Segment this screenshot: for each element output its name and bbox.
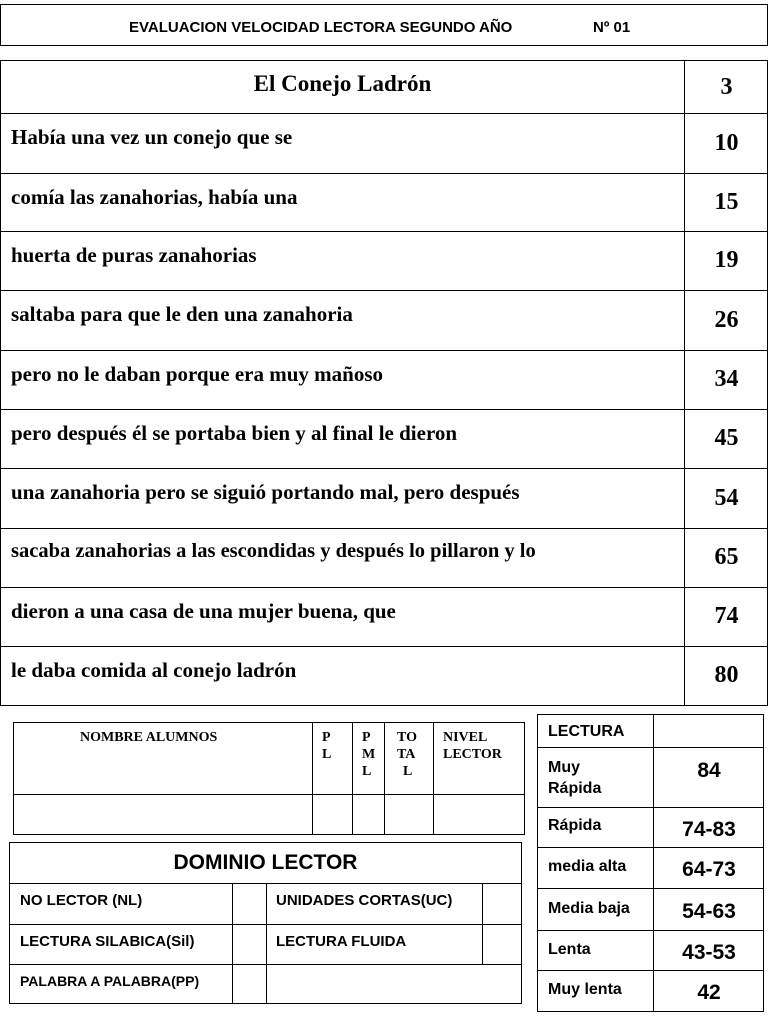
word-count: 3 — [684, 61, 768, 113]
header-syllable: TO — [397, 730, 417, 745]
level-fluida: LECTURA FLUIDA — [276, 933, 407, 950]
passage-line-text: huerta de puras zanahorias — [11, 243, 257, 267]
passage-line — [1, 173, 767, 232]
passage-line — [1, 587, 767, 647]
word-count: 45 — [684, 409, 768, 468]
speed-label-line: Rápida — [548, 780, 602, 797]
word-count: 10 — [684, 113, 768, 173]
header-title: EVALUACION VELOCIDAD LECTORA SEGUNDO AÑO — [129, 19, 513, 36]
row-divider — [538, 807, 763, 808]
dominio-title: DOMINIO LECTOR — [173, 851, 358, 874]
passage-line — [1, 646, 767, 705]
passage-line — [1, 231, 767, 291]
dominio-lector-table — [9, 842, 522, 1004]
row-divider — [14, 794, 524, 795]
speed-value: 84 — [697, 759, 721, 782]
header-number: Nº 01 — [593, 19, 631, 36]
passage-line-text: Había una vez un conejo que se — [11, 125, 293, 149]
row-divider — [538, 747, 763, 748]
row-divider — [538, 888, 763, 889]
passage-line-text: comía las zanahorias, había una — [11, 185, 298, 209]
word-count: 54 — [684, 468, 768, 528]
column-divider — [482, 883, 483, 964]
speed-label: Media baja — [548, 900, 630, 917]
passage-title-row — [1, 61, 767, 114]
passage-line — [1, 290, 767, 351]
evaluation-header — [0, 4, 768, 46]
header-word: LECTOR — [443, 747, 502, 762]
speed-header: LECTURA — [548, 723, 625, 740]
speed-value: 43-53 — [682, 941, 736, 964]
speed-label: media alta — [548, 858, 627, 875]
column-divider — [653, 715, 654, 1011]
header-letter: M — [362, 747, 376, 762]
row-divider — [538, 930, 763, 931]
speed-label — [548, 757, 601, 799]
column-divider — [352, 723, 353, 834]
header-letter: P — [322, 730, 331, 745]
column-divider — [232, 883, 233, 1003]
word-count: 15 — [684, 173, 768, 231]
level-nl: NO LECTOR (NL) — [20, 892, 143, 909]
speed-value: 74-83 — [682, 818, 736, 841]
reading-speed-table — [537, 714, 764, 1012]
passage-line-text: dieron a una casa de una mujer buena, que — [11, 599, 396, 623]
row-divider — [538, 847, 763, 848]
speed-label: Muy lenta — [548, 981, 622, 998]
passage-line-text: pero después él se portaba bien y al final le dieron — [11, 421, 458, 445]
speed-value: 42 — [697, 981, 721, 1004]
passage-line-text: saltaba para que le den una zanahoria — [11, 302, 353, 326]
passage-line — [1, 113, 767, 174]
reading-passage-table — [0, 60, 768, 706]
header-word: NIVEL — [443, 730, 488, 745]
column-header-nivel — [443, 729, 502, 763]
column-divider — [433, 723, 434, 834]
header-letter: L — [322, 747, 332, 762]
passage-line-text: sacaba zanahorias a las escondidas y después lo pillaron y lo — [11, 540, 536, 562]
speed-value: 54-63 — [682, 900, 736, 923]
column-header-total — [397, 729, 417, 780]
word-count: 80 — [684, 646, 768, 705]
word-count: 34 — [684, 350, 768, 409]
header-syllable: L — [403, 764, 413, 779]
passage-line — [1, 350, 767, 410]
speed-value: 64-73 — [682, 858, 736, 881]
passage-line-text: una zanahoria pero se siguió portando mal, pero después — [11, 480, 520, 504]
column-divider — [266, 883, 267, 1003]
header-letter: P — [362, 730, 371, 745]
speed-label-line: Muy — [548, 759, 580, 776]
word-count: 26 — [684, 290, 768, 350]
header-letter: L — [362, 764, 372, 779]
word-count: 65 — [684, 528, 768, 587]
column-header-pl — [322, 729, 331, 763]
column-header-pml — [362, 729, 375, 780]
passage-line-text: pero no le daban porque era muy mañoso — [11, 362, 384, 386]
row-divider — [538, 970, 763, 971]
level-sil: LECTURA SILABICA(Sil) — [20, 933, 195, 950]
column-header-name: NOMBRE ALUMNOS — [80, 730, 218, 745]
passage-line — [1, 528, 767, 588]
speed-label: Lenta — [548, 941, 591, 958]
word-count: 74 — [684, 587, 768, 646]
level-pp: PALABRA A PALABRA(PP) — [20, 973, 200, 989]
column-divider — [384, 723, 385, 834]
students-table — [13, 722, 525, 835]
level-uc: UNIDADES CORTAS(UC) — [276, 892, 453, 909]
header-syllable: TA — [397, 747, 416, 762]
passage-line — [1, 468, 767, 529]
passage-title: El Conejo Ladrón — [253, 71, 432, 96]
speed-label: Rápida — [548, 817, 602, 834]
word-count: 19 — [684, 231, 768, 290]
column-divider — [312, 723, 313, 834]
passage-line-text: le daba comida al conejo ladrón — [11, 658, 297, 682]
passage-line — [1, 409, 767, 469]
